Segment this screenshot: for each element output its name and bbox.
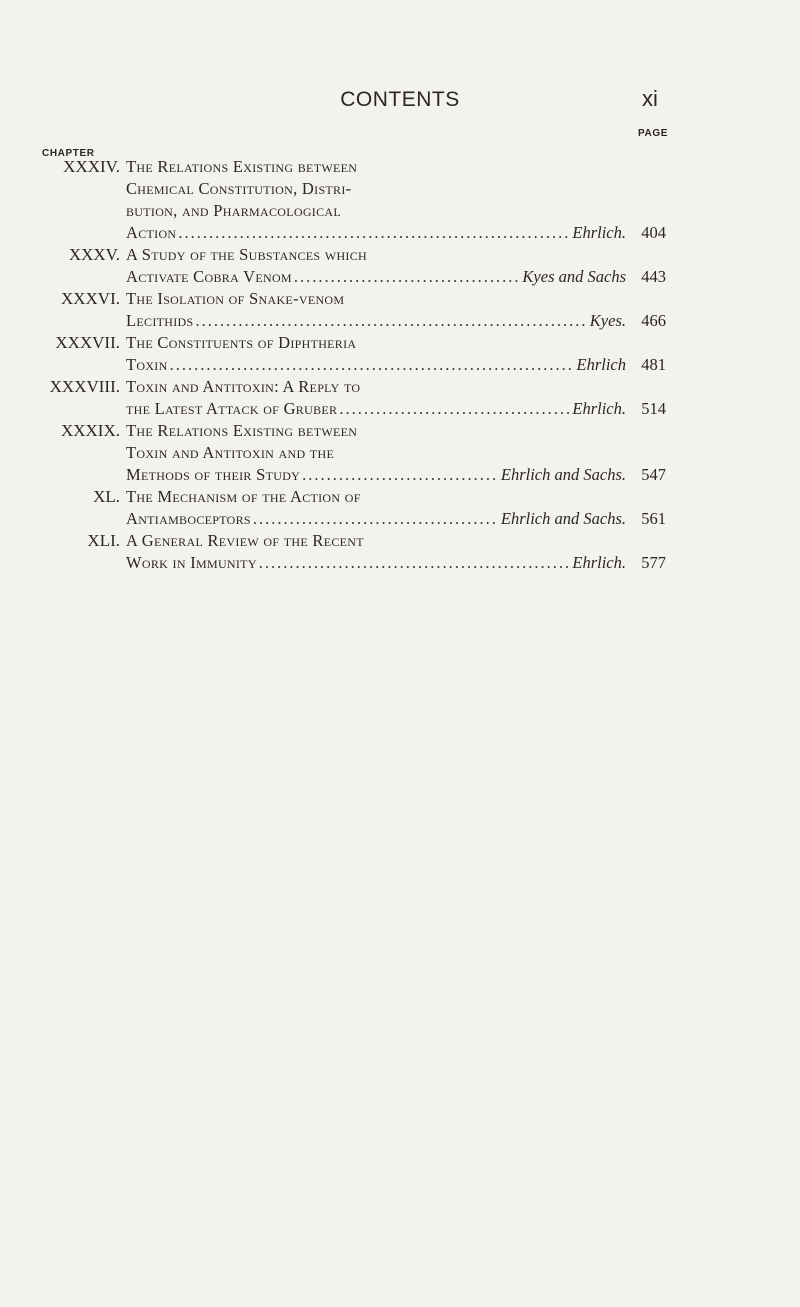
toc-entry [0, 530, 800, 574]
title-last-line [126, 310, 666, 332]
chapter-number: XL. [93, 487, 120, 506]
title-line: bution, and Pharmacological [126, 201, 341, 220]
page-number: 561 [641, 509, 666, 528]
toc-entry [0, 420, 800, 486]
title-line: A Study of the Substances which [126, 245, 367, 264]
chapter-title [126, 244, 666, 288]
author-name: Ehrlich and Sachs. [500, 465, 626, 484]
running-head: CONTENTS [340, 88, 460, 111]
title-line: The Relations Existing between [126, 421, 358, 440]
title-last-line [126, 398, 666, 420]
toc-entry [0, 244, 800, 288]
title-last-line [126, 354, 666, 376]
page-number: 577 [641, 553, 666, 572]
chapter-number: XXXV. [68, 245, 120, 264]
title-line: Work in Immunity [126, 553, 257, 572]
title-line: Chemical Constitution, Distri- [126, 179, 352, 198]
dot-leader [294, 266, 521, 288]
title-line: The Isolation of Snake-venom [126, 289, 345, 308]
chapter-column-heading: CHAPTER [42, 148, 95, 159]
title-last-line [126, 552, 666, 574]
title-last-line [126, 266, 666, 288]
title-last-line [126, 222, 666, 244]
page-column-heading: PAGE [638, 128, 668, 139]
page-number: 481 [641, 355, 666, 374]
author-name: Ehrlich. [572, 553, 626, 572]
chapter-title [126, 376, 666, 420]
author-name: Ehrlich. [572, 223, 626, 242]
author-name: Ehrlich. [572, 399, 626, 418]
chapter-title [126, 530, 666, 574]
chapter-title [126, 420, 666, 486]
chapter-number: XXXVI. [60, 289, 120, 308]
title-last-line [126, 464, 666, 486]
author-name: Ehrlich [576, 355, 626, 374]
author-name: Kyes. [589, 311, 626, 330]
title-line: The Constituents of Diphtheria [126, 333, 357, 352]
toc-entry [0, 156, 800, 244]
title-line: Methods of their Study [126, 465, 301, 484]
chapter-title [126, 156, 666, 244]
dot-leader [259, 552, 571, 574]
chapter-number: XXXIX. [60, 421, 120, 440]
chapter-title [126, 332, 666, 376]
page-number: 547 [641, 465, 666, 484]
dot-leader [170, 354, 575, 376]
dot-leader [195, 310, 587, 332]
dot-leader [178, 222, 570, 244]
title-line: The Mechanism of the Action of [126, 487, 361, 506]
author-name: Kyes and Sachs [522, 267, 626, 286]
title-line: Activate Cobra Venom [126, 267, 292, 286]
table-of-contents [0, 156, 800, 574]
toc-entry [0, 288, 800, 332]
toc-entry [0, 486, 800, 530]
title-last-line [126, 508, 666, 530]
title-line: Lecithids [126, 311, 194, 330]
chapter-title [126, 486, 666, 530]
chapter-number: XXXVIII. [49, 377, 120, 396]
chapter-number: XXXVII. [55, 333, 120, 352]
page-number: 404 [641, 223, 666, 242]
chapter-title [126, 288, 666, 332]
title-line: The Relations Existing between [126, 157, 358, 176]
page-number: 514 [641, 399, 666, 418]
title-line: the Latest Attack of Gruber [126, 399, 338, 418]
title-line: Toxin and Antitoxin: A Reply to [126, 377, 361, 396]
title-line: Action [126, 223, 177, 242]
page-folio: xi [642, 86, 658, 111]
page-number: 443 [641, 267, 666, 286]
title-line: Toxin and Antitoxin and the [126, 443, 335, 462]
chapter-number: XXXIV. [63, 157, 120, 176]
dot-leader [339, 398, 570, 420]
title-line: Antiamboceptors [126, 509, 251, 528]
author-name: Ehrlich and Sachs. [500, 509, 626, 528]
dot-leader [302, 464, 499, 486]
chapter-number: XLI. [87, 531, 120, 550]
dot-leader [253, 508, 499, 530]
title-line: Toxin [126, 355, 168, 374]
toc-entry [0, 332, 800, 376]
title-line: A General Review of the Recent [126, 531, 364, 550]
page-number: 466 [641, 311, 666, 330]
toc-entry [0, 376, 800, 420]
